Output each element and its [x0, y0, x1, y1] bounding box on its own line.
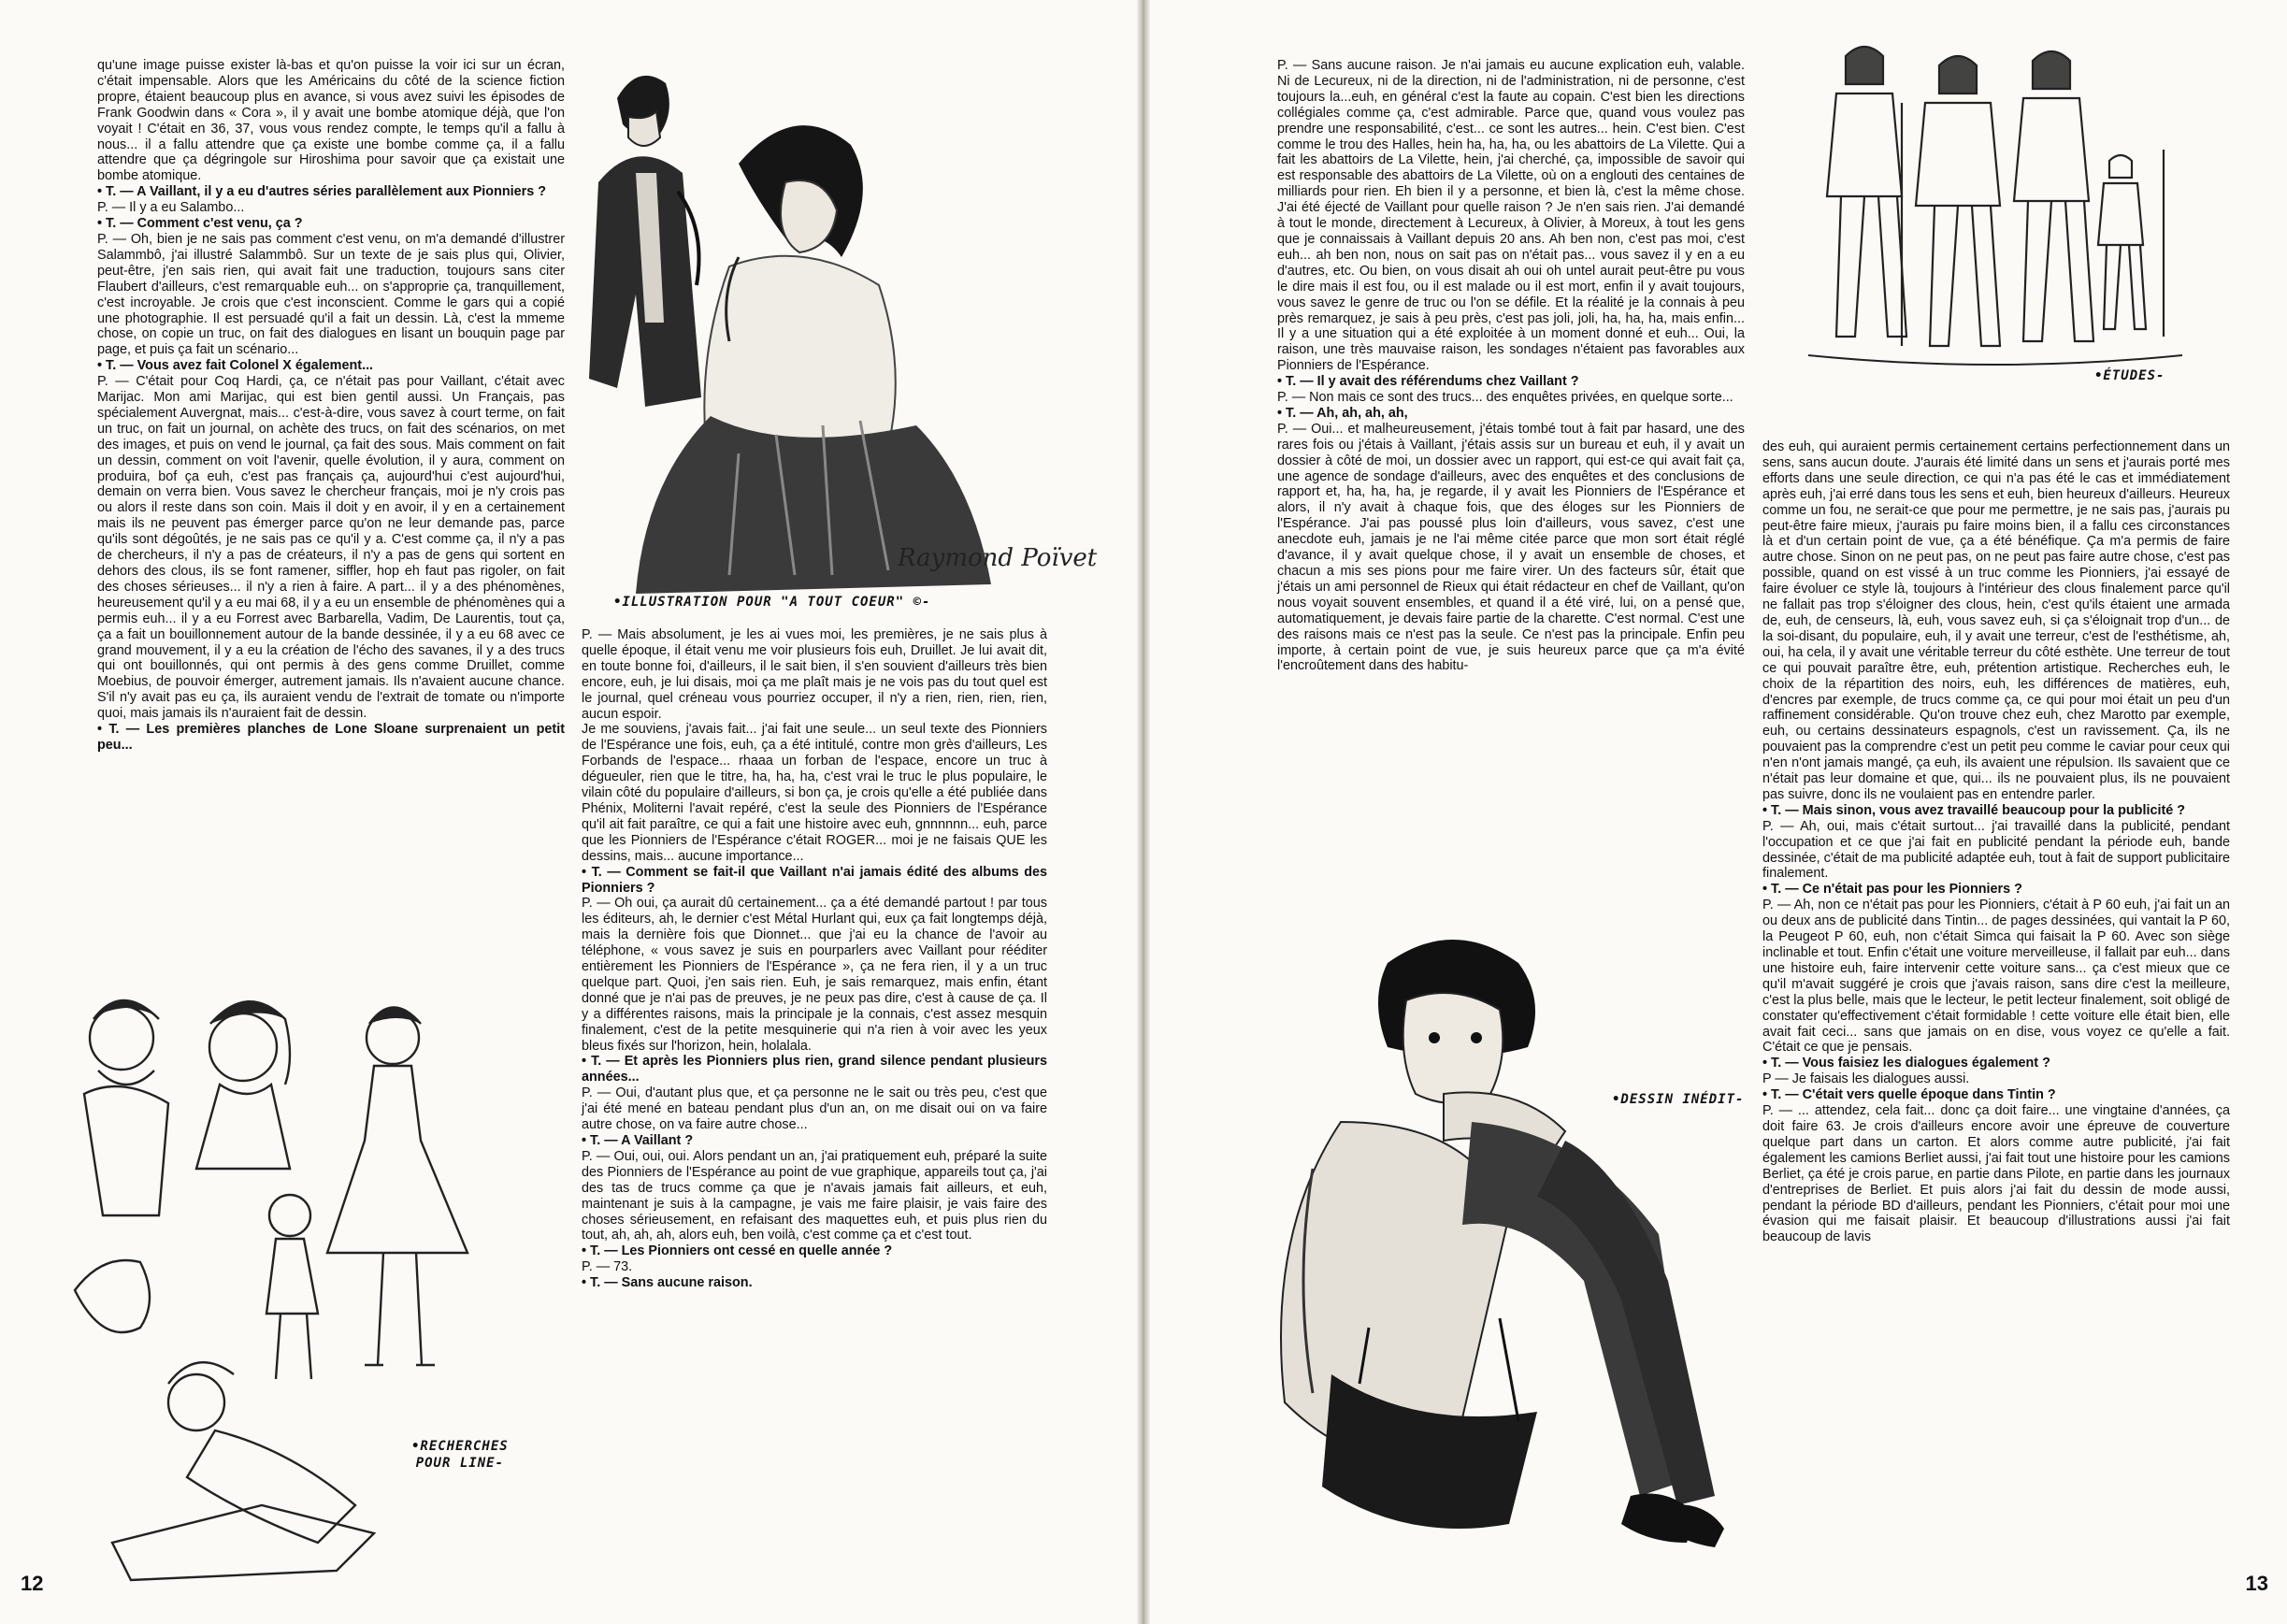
- left-page: [0, 0, 1141, 1624]
- interview-paragraph: P. — ... attendez, cela fait... donc ça doit faire... une vingtaine d'années, ça doit faire 63. Je crois d'ailleurs encore avoir une épreuve de couverture quelque part dans un carton. Et alors comme autre publicité, j'ai fait également les camions Berliet aussi, j'ai fait tout une histoire pour les camions Berliet, ça été je crois parue, en partie dans Pilote, en partie dans les journaux d'entreprises de Berliet. Et puis alors j'ai fait du dessin de mode aussi, pendant la période BD d'ailleurs, pendant les Pionniers, c'était pour moi une évasion qui me faisait plaisir. Et beaucoup d'illustrations aussi j'ai fait beaucoup de lavis: [1762, 1103, 2230, 1245]
- interview-question: • T. — C'était vers quelle époque dans Tintin ?: [1762, 1087, 2230, 1103]
- interview-paragraph: P. — Oh oui, ça aurait dû certainement... ça a été demandé partout ! par tous les éditeurs, ah, le dernier c'est Métal Hurlant qui, eux ça fait longtemps déjà, mais la dernière fois que Dionnet... que j'ai eu la chance de l'avoir au téléphone, « vous savez je suis en pourparlers avec Vaillant pour rééditer entièrement les Pionniers de l'Espérance », ça ne fera rien, il y a un truc quelque part. Quoi, j'en sais rien. Euh, je sais remarquez, mais enfin, étant donné que je n'ai pas de preuves, je ne peux pas dire, c'est à cause de ça. Il y a différentes raisons, mais la principale je la connais, c'est assez mesquin finalement, c'est de la petite mesquinerie qui n'a rien à voir avec les yeux bleus fixés sur l'horizon, hein, holalala.: [582, 896, 1047, 1054]
- page-number-left: 12: [21, 1572, 44, 1595]
- interview-paragraph: P. — C'était pour Coq Hardi, ça, ce n'était pas pour Vaillant, c'était avec Marijac. Mon ami Marijac, qui est bien gentil aussi. Un Français, pas spécialement Auvergnat, mais... c'est-à-dire, vous savez à court terme, on fait un truc, on fait un journal, on achète des trucs, on fait des scénarios, on met des images, et puis on vend le journal, ça fait des sous. Mais comment on fait un dessin, comment on voit l'avenir, quelle évolution, il y aura, comment on produira, bof ça euh, c'est pas français ça, aujourd'hui c'est aujourd'hui, demain on verra bien. Vous savez le chercheur français, moi je n'y crois pas ou alors il reste dans son coin. Mais il doit y en avoir, il y en a certainement mais ils ne peuvent pas émerger parce qu'on ne leur demande pas, parce qu'ils sont dégoûtés, je ne sais pas ce qu'il y a. C'est comme ça, il n'y a pas de chercheurs, il n'y a pas de créateurs, il n'y a pas de gens qui sortent en dehors des clous, ils se font ramener, siffler, hop eh faut pas rigoler, on fait des choses sérieuses... il n'y a rien à faire. A part... il y a des phénomènes, heureusement qu'il y a eu mai 68, il y a eu un ensemble de phénomènes qui a permis euh... il y a eu Forrest avec Barbarella, Vadim, De Laurentis, tout ça, ça a fait un bouillonnement autour de la bande dessinée, il y a eu 68 avec ce grand mouvement, il y a eu la création de l'écho des savanes, il y a des trucs qui ont bouillonnés, qui ont permis à des gens comme Druillet, comme Moebius, de pouvoir émerger, autrement jamais. Ils n'avaient aucune chance. S'il n'y avait pas eu ça, ils auraient vendu de l'extrait de tomate ou n'importe quoi, mais jamais ils n'auraient fait de dessin.: [97, 374, 565, 722]
- couple-illustration: [580, 42, 1098, 603]
- interview-paragraph: P. — 73.: [582, 1259, 633, 1275]
- interview-question: • T. — A Vaillant, il y a eu d'autres séries parallèlement aux Pionniers ?: [97, 184, 565, 200]
- interview-question: • T. — Les premières planches de Lone Sloane surprenaient un petit peu...: [97, 722, 565, 754]
- interview-question: • T. — Vous faisiez les dialogues également ?: [1762, 1056, 2230, 1071]
- interview-paragraph: P. — Mais absolument, je les ai vues moi, les premières, je ne sais plus à quelle époque, il était venu me voir plusieurs fois euh, Druillet. Je lui avait dit, en toute bonne foi, d'ailleurs, il le sait bien, il s'en souvient d'ailleurs très bien encore, euh, je lui disais, moi ça me plaît mais je ne vois pas du tout quel est le journal, quel créneau vous pourriez occuper, il n'y a rien, rien, rien, rien, aucun espoir.: [582, 627, 1047, 722]
- interview-paragraph: P. — Il y a eu Salambo...: [97, 200, 245, 216]
- interview-question: • T. — Mais sinon, vous avez travaillé beaucoup pour la publicité ?: [1762, 803, 2230, 819]
- studies-caption: •ÉTUDES-: [2094, 368, 2165, 383]
- line-sketches: [56, 982, 580, 1580]
- right-text-column-2: [1762, 439, 2230, 1245]
- interview-paragraph: P. — Ah, non ce n'était pas pour les Pionniers, c'était à P 60 euh, j'ai fait un an ou deux ans de publicité dans Tintin... de pages dessinées, qui vantait la P 60, la Peugeot P 60, euh, non c'était Simca qui faisait la P 60. Avec son siège inclinable et tout. Enfin c'était une voiture merveilleuse, il fallait par euh... dans une histoire euh, faire intervenir cette voiture sans... ça c'est mieux que ce qu'il m'avait suggéré je crois que j'avais raison, sans dire c'est la meilleure, c'est la plus belle, mais que le lecteur, le petit lecteur finalement, soit obligé de constater qu'effectivement c'était formidable ! cette voiture elle était bien, elle avait fait ceci... sans que jamais on en dise, vous voyez ce qu'elle a fait. C'était ce que je pensais.: [1762, 898, 2230, 1056]
- illustrator-signature: Raymond Poïvet: [898, 544, 1098, 572]
- interview-question: • T. — Il y avait des référendums chez Vaillant ?: [1277, 374, 1745, 390]
- interview-question: • T. — Sans aucune raison.: [582, 1275, 1047, 1291]
- interview-paragraph: P. — Sans aucune raison. Je n'ai jamais eu aucune explication euh, valable. Ni de Lecureux, ni de la direction, ni de l'administration, ni de personne, c'est toujours la...euh, en général c'est la faute au copain. C'est bien les directions collégiales comme ça, c'est admirable. Parce que, quand vous voulez pas prendre une responsabilité, c'est... ce sont les autres... hein. C'est bien. C'est comme le trou des Halles, hein ha, ha, ha, ou les abattoirs de La Vilette. Qui a fait les abattoirs de La Vilette, hein, j'ai cherché, ça, impossible de savoir qui est responsable des abattoirs de La Vilette, où on a englouti des centaines de milliards pour rien. Eh bien il y a personne, et bien là, c'est la même chose. J'ai été éjecté de Vaillant pour quelle raison ? Je n'en sais rien. J'ai demandé à tout le monde, directement à Lecureux, à Olivier, à Moreux, à tout les gens que je connaissais à Vaillant depuis 20 ans. Ah ben non, c'est pas moi, c'est euh... ah ben non, nous on sait pas on n'était pas... vous savez il y en a eu d'autres, etc. Ou bien, on vous disait ah oui oh untel aurait peut-être pu vous le dire mais il est fou, ou il est malade ou il est mort, enfin il y avait toujours, vous savez le genre de truc ou l'on se défile. Et la réalité je la connais à peu près remarquez, je sais à peu près, c'est pas joli, joli, ha, ha, ha, mais enfin... Il y a une situation qui a été exploitée à un moment donné et euh... Oui, la raison, une très mauvaise raison, les sondages n'étaient pas favorables aux Pionniers de l'Espérance.: [1277, 58, 1745, 374]
- sketches-caption: [411, 1438, 509, 1472]
- interview-question: • T. — Et après les Pionniers plus rien, grand silence pendant plusieurs années...: [582, 1054, 1047, 1085]
- interview-paragraph: Je me souviens, j'avais fait... j'ai fait une seule... un seul texte des Pionniers de l'Espérance une fois, euh, ça a été intitulé, contre mon grès d'ailleurs, Les Forbands de l'espace... rhaaa un forban de l'espace, encore un truc à dégueuler, rien que le titre, ha, ha, ha, c'est vrai le truc le plus populaire, le vilain côté du populaire d'ailleurs, si bon ça, je crois qu'elle a été publiée dans Phénix, Moliterni l'avait repéré, c'est la seule des Pionniers de l'Espérance qu'il ait fait paraître, ce qui a fait une histoire avec euh, gnnnnnn... euh, parce que les Pionniers de l'Espérance c'était ROGER... moi je ne faisais QUE les dessins, mais... aucune importance...: [582, 722, 1047, 864]
- armor-studies-illustration: [1790, 37, 2192, 411]
- interview-question: • T. — Comment se fait-il que Vaillant n'ai jamais édité des albums des Pionniers ?: [582, 865, 1047, 897]
- right-page: [1144, 0, 2287, 1624]
- interview-paragraph: P. — Ah, oui, mais c'était surtout... j'ai travaillé dans la publicité, pendant l'occupation et ce que j'ai fait en publicité pendant la période euh, bande dessinée, c'était de ma publicité adaptée euh, tout à fait de support publicitaire finalement.: [1762, 818, 2230, 882]
- right-text-column-1: [1277, 58, 1745, 674]
- interview-paragraph: P — Je faisais les dialogues aussi.: [1762, 1071, 1970, 1087]
- sketches-caption-line-2: POUR LINE-: [415, 1456, 504, 1471]
- interview-question: • T. — Comment c'est venu, ça ?: [97, 216, 565, 232]
- interview-question: • T. — Les Pionniers ont cessé en quelle année ?: [582, 1243, 1047, 1259]
- interview-paragraph: qu'une image puisse exister là-bas et qu'on puisse la voir ici sur un écran, c'était impensable. Alors que les Américains du côté de la science fiction propre, étaient beaucoup plus en avance, si vous avez suivi les épisodes de Frank Goodwin dans « Cora », il y avait une bombe atomique déjà, que l'on voyait ! C'était en 36, 37, vous vous rendez compte, le temps qu'il a fallu à nous... il a fallu attendre que ça existe une bombe comme ça, il a fallu attendre que ça dégringole sur Hiroshima pour savoir que ça existait une bombe atomique.: [97, 58, 565, 184]
- interview-paragraph: P. — Oui, oui, oui. Alors pendant un an, j'ai pratiquement euh, préparé la suite des Pionniers de l'Espérance au point de vue graphique, appareils tout ça, j'ai des tas de trucs comme ça que je n'avais jamais fait ailleurs, et euh, maintenant je suis à la campagne, je vais me faire plaisir, je vais faire des choses sérieusement, en refaisant des maquettes euh, et puis plus rien du tout, ah, ah, ah, alors euh, ben voilà, c'est comme ça et c'est tout.: [582, 1148, 1047, 1243]
- book-gutter: [1137, 0, 1150, 1624]
- unpublished-drawing-caption: •DESSIN INÉDIT-: [1612, 1092, 1745, 1107]
- interview-paragraph: P. — Oui, d'autant plus que, et ça personne ne le sait ou très peu, c'est que j'ai été mené en bateau pendant plus d'un an, on me disait oui on va faire autre chose, on va faire autre chose...: [582, 1085, 1047, 1133]
- interview-question: • T. — Vous avez fait Colonel X également...: [97, 358, 565, 374]
- sketches-caption-line-1: •RECHERCHES: [411, 1439, 509, 1454]
- interview-question: • T. — Ah, ah, ah, ah,: [1277, 406, 1745, 422]
- interview-question: • T. — A Vaillant ?: [582, 1133, 1047, 1149]
- left-text-column-1: [97, 58, 565, 754]
- interview-paragraph: P. — Oh, bien je ne sais pas comment c'est venu, on m'a demandé d'illustrer Salammbô, j'ai illustré Salammbô. Sur un texte de je sais plus qui, Olivier, peut-être, j'en sais rien, qui avait fait une traduction, toujours sans citer Flaubert d'ailleurs, c'est remarquable euh... on s'approprie ça, tranquillement, c'est incroyable. Je crois que c'est inconscient. Comme le gars qui a copié une photographie. Il est persuadé qu'il a fait un dessin. Là, c'est la mmeme chose, on copie un truc, on fait des dialogues en lisant un bouquin page par page, et puis ça fait un scénario...: [97, 231, 565, 358]
- pinup-drawing: [1257, 935, 1762, 1589]
- left-text-column-2: [582, 627, 1047, 1291]
- interview-paragraph: des euh, qui auraient permis certainement certains perfectionnement dans un sens, sans aucun doute. J'aurais été limité dans un sens et j'aurais porté mes efforts dans une seule direction, ce qui n'a pas été le cas et immédiatement après euh, j'ai erré dans tous les sens et euh, bien heureux d'ailleurs. Heureux comme un fou, ne serait-ce que pour me permettre, je ne sais pas, j'aurais pu peut-être faire mieux, j'aurais pu faire moins bien, il a fallu ces circonstances là et d'un certain point de vue, ça a été bénéfique. Ça m'a permis de faire autre chose. Sinon on ne peut pas, on ne peut pas faire autre chose, c'est pas possible, quand on est vissé à un truc comme les Pionniers, j'ai essayé de faire évoluer ce style là, toujours à l'intérieur des clous finalement parce qu'il ne fallait pas trop s'éloigner des clous, hein, c'est qu'ils étaient une armada de, euh, de censeurs, là, euh, vous savez euh, si ça s'éloignait trop d'un... de la soi-disant, du populaire, euh, il y avait une terreur, c'est de l'esthétisme, ah, oui, ha cela, il y avait une véritable terreur du côté esthète. Une terreur de tout ce qui pouvait paraître être, euh, prétention artistique. Recherches euh, le choix de la répartition des noirs, euh, les différences de matières, euh, d'encres par exemple, de trucs comme ça, ce qui pour moi était un peu d'un raffinement considérable. Qu'on trouve chez euh, chez Marotto par exemple, euh, ou certains dessinateurs espagnols, c'est un ravissement. Ça, ils ne pouvaient pas la comprendre c'est un petit peu comme le caviar pour ceux qui n'en n'ont jamais mangé, ça euh, ils avaient une répulsion. Ils savaient que ce n'était pas leur domaine et que, qui... ils ne pouvaient plus, ils ne pouvaient pas suivre, donc ils ne voulaient pas en entendre parler.: [1762, 439, 2230, 802]
- illustration-caption-a-tout-coeur: •ILLUSTRATION POUR "A TOUT COEUR" ©-: [613, 595, 931, 610]
- interview-paragraph: P. — Non mais ce sont des trucs... des enquêtes privées, en quelque sorte...: [1277, 390, 1733, 406]
- interview-paragraph: P. — Oui... et malheureusement, j'étais tombé tout à fait par hasard, une des rares fois ou j'étais à Vaillant, j'étais assis sur un bureau et euh, il y avait un dossier à côté de moi, un dossier avec un rapport, qui est-ce qui avait fait ça, une agence de sondage d'ailleurs, avec des enquêtes et des conclusions de rapport et, ha, ha, ha, je regarde, il y avait les Pionniers de l'Espérance et alors, il n'y avait à chaque fois, que des éloges sur les Pionniers de l'Espérance. J'ai pas poussé plus loin d'ailleurs, vous savez, c'est une anecdote euh, jamais je ne l'ai même citée parce que mon sort était réglé d'avance, il y avait quelque chose, il y avait un ensemble de choses, et chacun a mis ses pions pour me faire virer. Un des facteurs sûr, était que j'étais un ami personnel de Rieux qui était rédacteur en chef de Vaillant, qu'on nous voyait souvent ensembles, et quand il a été viré, lui, on a pensé que, automatiquement, je devais faire partie de la charette. C'est normal. C'est une des raisons mais ce n'est pas la seule. Ce n'est pas la principale. Enfin peu importe, à certain point de vue, je suis heureux parce que ça m'a évité l'encroûtement dans des habitu-: [1277, 421, 1745, 674]
- interview-question: • T. — Ce n'était pas pour les Pionniers ?: [1762, 882, 2230, 898]
- page-number-right: 13: [2245, 1572, 2268, 1595]
